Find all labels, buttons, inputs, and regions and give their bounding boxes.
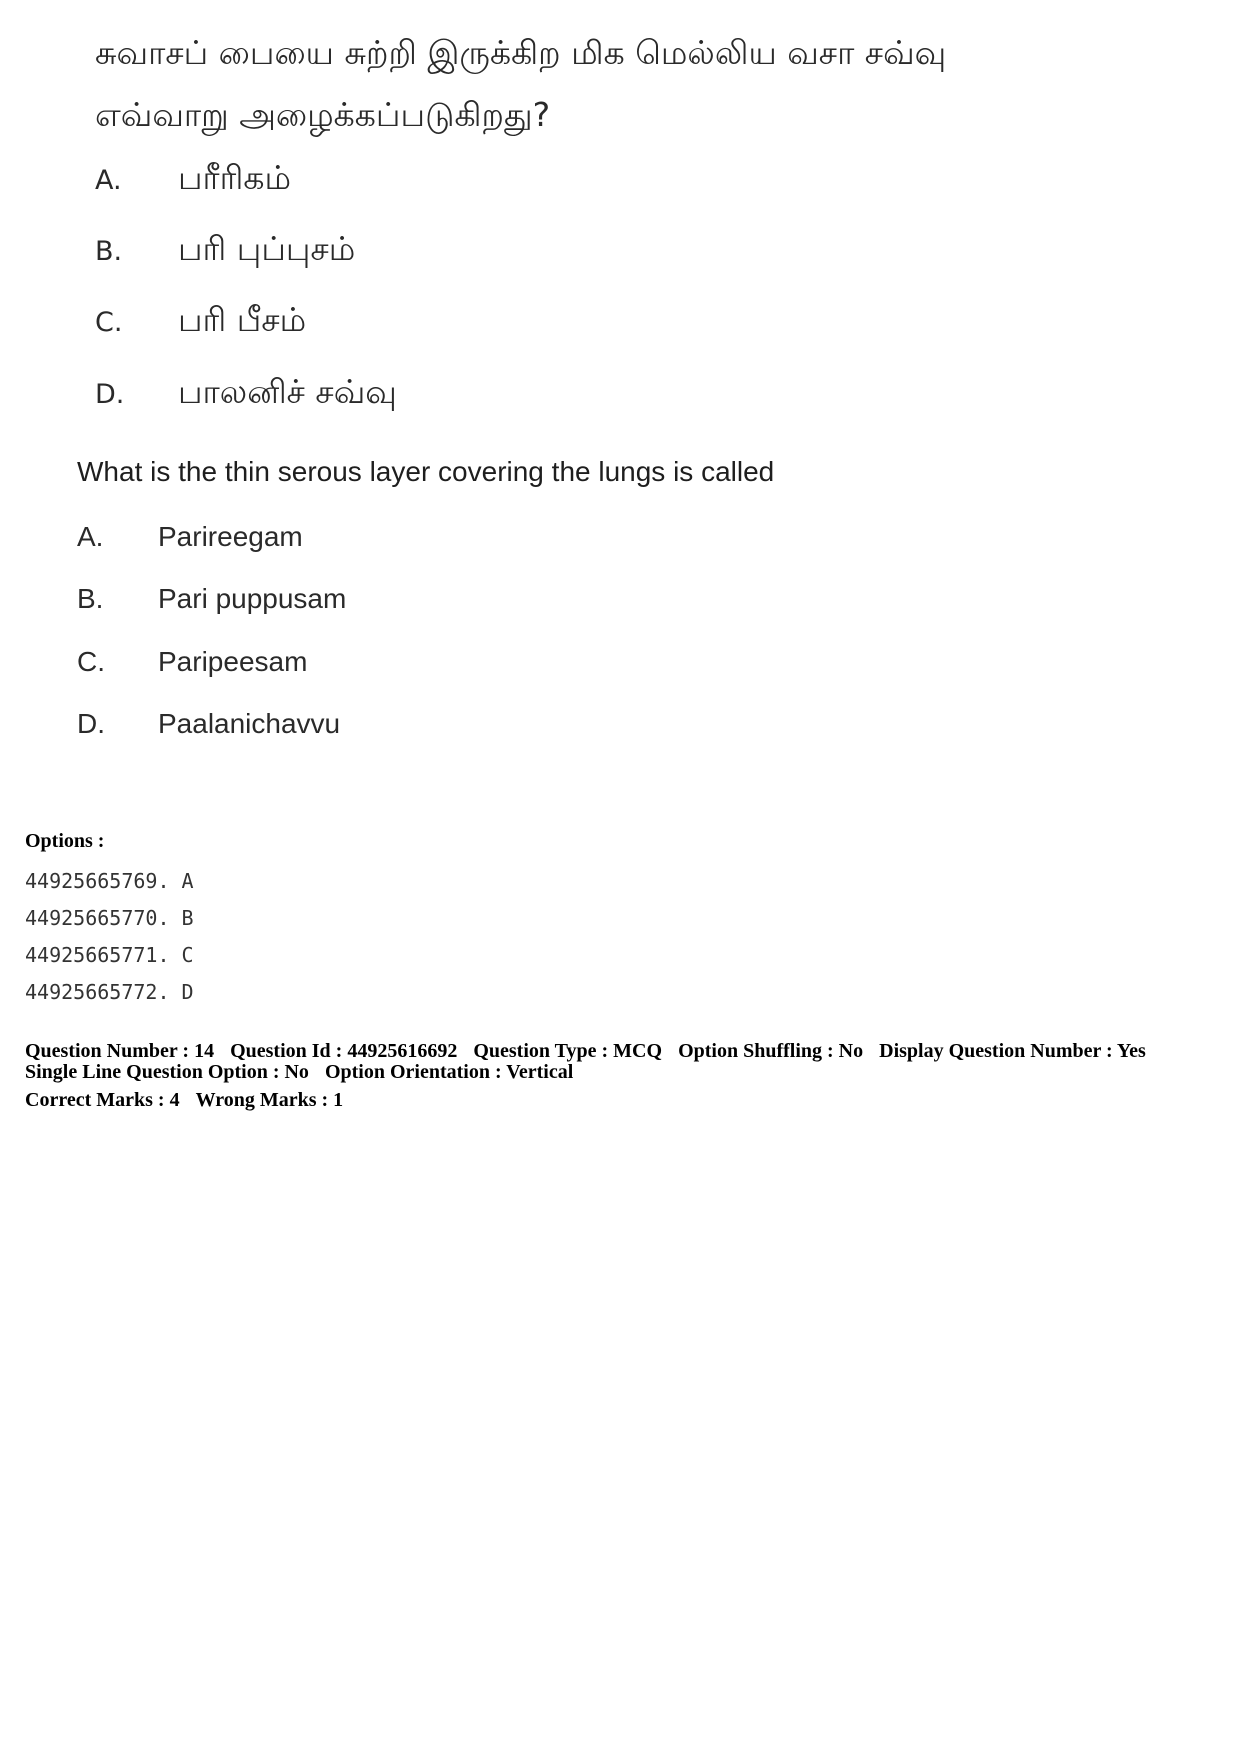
english-option-a: [77, 521, 303, 553]
english-question: What is the thin serous layer covering the lungs is called: [77, 456, 775, 487]
tamil-question-line-2: எவ்வாறு அழைக்கப்படுகிறது?: [95, 95, 551, 134]
option-letter: A.: [77, 521, 104, 552]
option-text: பரீரிகம்: [178, 158, 292, 197]
display-question-number: Display Question Number : Yes: [879, 1040, 1146, 1062]
option-shuffling: Option Shuffling : No: [678, 1040, 864, 1062]
wrong-marks: Wrong Marks : 1: [195, 1089, 344, 1111]
option-id-item: 44925665769. A: [25, 869, 194, 893]
question-id: Question Id : 44925616692: [230, 1040, 458, 1062]
option-text: Paripeesam: [158, 646, 308, 677]
option-letter: B.: [95, 236, 123, 267]
option-id-list: [25, 863, 194, 1011]
question-meta-line-2: [25, 1061, 573, 1084]
single-line-option: Single Line Question Option : No: [25, 1061, 309, 1083]
english-option-b: [77, 583, 346, 615]
option-letter: D.: [77, 708, 105, 739]
question-type: Question Type : MCQ: [473, 1040, 663, 1062]
option-orientation: Option Orientation : Vertical: [324, 1061, 574, 1083]
option-text: Parireegam: [158, 521, 303, 552]
tamil-option-c: [95, 300, 306, 344]
option-text: பாலனிச் சவ்வு: [178, 372, 397, 411]
option-text: Pari puppusam: [158, 583, 347, 614]
question-number: Question Number : 14: [25, 1040, 215, 1062]
options-heading: Options :: [25, 830, 105, 852]
question-meta-line-3: [25, 1089, 343, 1112]
option-id-item: 44925665770. B: [25, 906, 194, 930]
option-letter: C.: [95, 307, 123, 338]
option-text: பரி புப்புசம்: [178, 229, 356, 268]
option-letter: C.: [77, 646, 105, 677]
option-id-item: 44925665771. C: [25, 943, 194, 967]
option-letter: D.: [95, 379, 125, 410]
option-id-item: 44925665772. D: [25, 980, 194, 1004]
tamil-question-line-1: சுவாசப் பையை சுற்றி இருக்கிற மிக மெல்லிய வசா சவ்வு: [95, 33, 947, 72]
correct-marks: Correct Marks : 4: [25, 1089, 180, 1111]
option-text: பரி பீசம்: [178, 300, 307, 339]
question-meta-line-1: [25, 1040, 1146, 1063]
option-letter: A.: [95, 165, 122, 196]
option-text: Paalanichavvu: [158, 708, 341, 739]
english-option-c: [77, 646, 307, 678]
tamil-option-a: [95, 158, 291, 202]
tamil-option-d: [95, 372, 397, 416]
option-letter: B.: [77, 583, 104, 614]
tamil-question: [95, 22, 1135, 146]
english-option-d: [77, 708, 340, 740]
tamil-option-b: [95, 229, 355, 273]
question-image: [0, 0, 1240, 760]
